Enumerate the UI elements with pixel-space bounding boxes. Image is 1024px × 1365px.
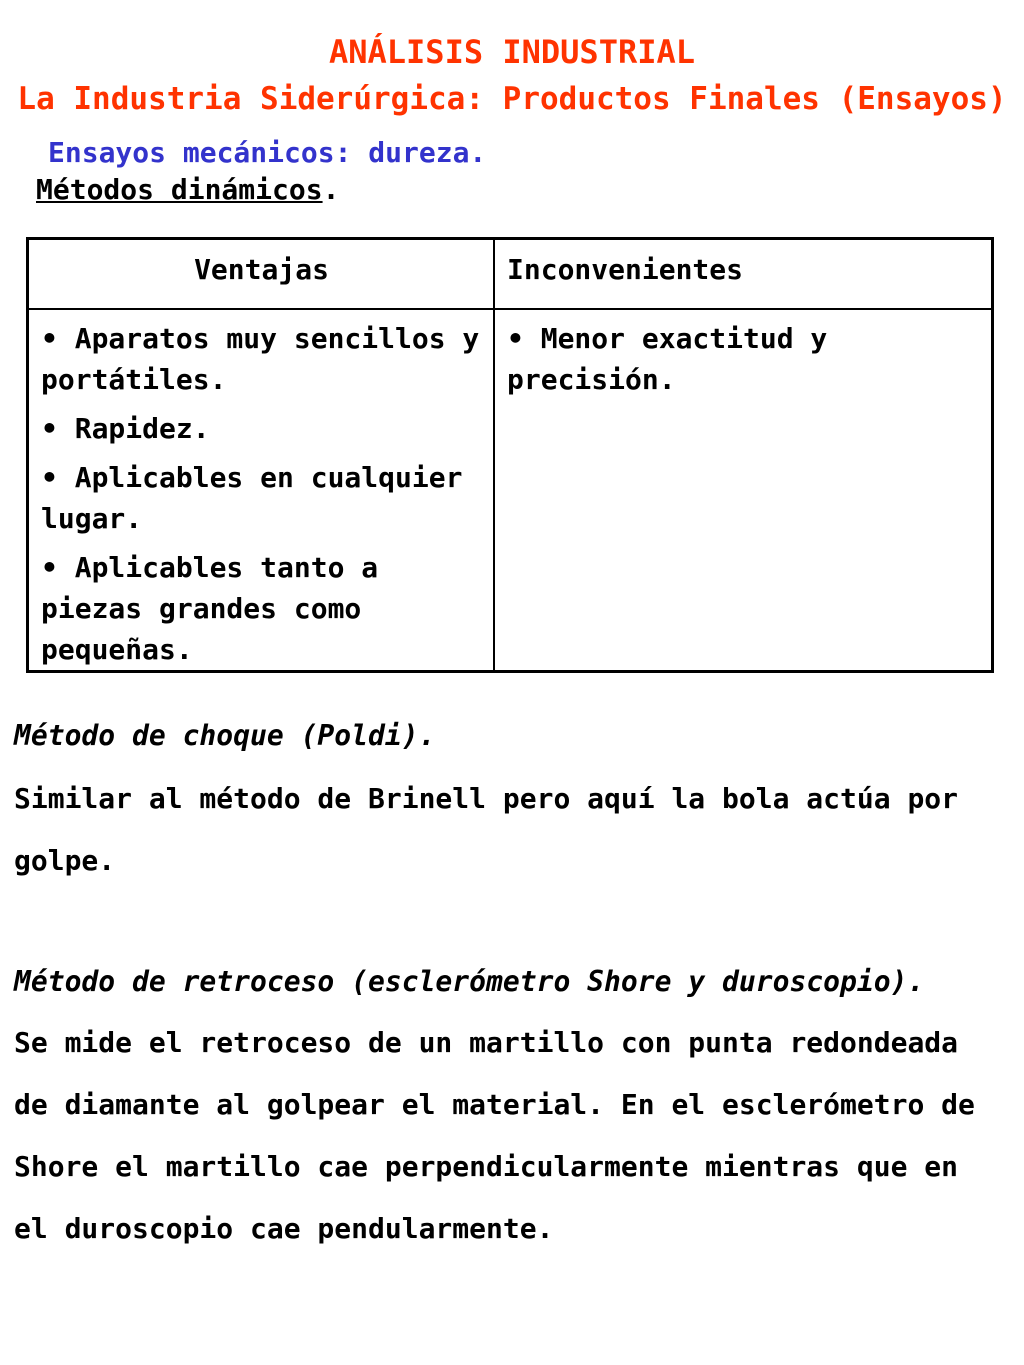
- paragraph-line: Se mide el retroceso de un martillo con punta redondeada: [14, 1026, 959, 1059]
- list-item: • Aplicables en cualquier lugar.: [41, 461, 463, 535]
- comparison-table: [26, 237, 994, 673]
- paragraph-line: golpe.: [14, 844, 116, 877]
- table-header-ventajas: Ventajas: [194, 253, 329, 286]
- topic-heading: Ensayos mecánicos: dureza.: [48, 136, 487, 169]
- section-heading-text: Métodos dinámicos: [36, 173, 323, 206]
- list-item: • Menor exactitud y precisión.: [507, 322, 828, 396]
- page-title: ANÁLISIS INDUSTRIAL: [328, 33, 696, 71]
- paragraph-line: de diamante al golpear el material. En el esclerómetro de: [14, 1088, 975, 1121]
- inconvenientes-list: [507, 318, 977, 408]
- list-item: • Rapidez.: [41, 412, 210, 445]
- section-heading-suffix: .: [322, 173, 340, 206]
- list-item: • Aparatos muy sencillos y portátiles.: [41, 322, 480, 396]
- method-choque-body: [14, 768, 1004, 892]
- list-item: • Aplicables tanto a piezas grandes como pequeñas.: [41, 551, 379, 666]
- method-retroceso-title: Método de retroceso (esclerómetro Shore y duroscopio).: [14, 965, 925, 998]
- method-retroceso-body: [14, 1012, 1004, 1260]
- table-header-inconvenientes: Inconvenientes: [507, 253, 744, 286]
- section-heading: [36, 172, 339, 208]
- page-subtitle: La Industria Siderúrgica: Productos Finales (Ensayos): [17, 81, 1007, 117]
- table-divider-horizontal: [29, 308, 991, 310]
- paragraph-line: Similar al método de Brinell pero aquí la bola actúa por: [14, 782, 959, 815]
- ventajas-list: [41, 318, 486, 678]
- paragraph-line: el duroscopio cae pendularmente.: [14, 1212, 554, 1245]
- paragraph-line: Shore el martillo cae perpendicularmente mientras que en: [14, 1150, 959, 1183]
- method-choque-title: Método de choque (Poldi).: [14, 719, 436, 752]
